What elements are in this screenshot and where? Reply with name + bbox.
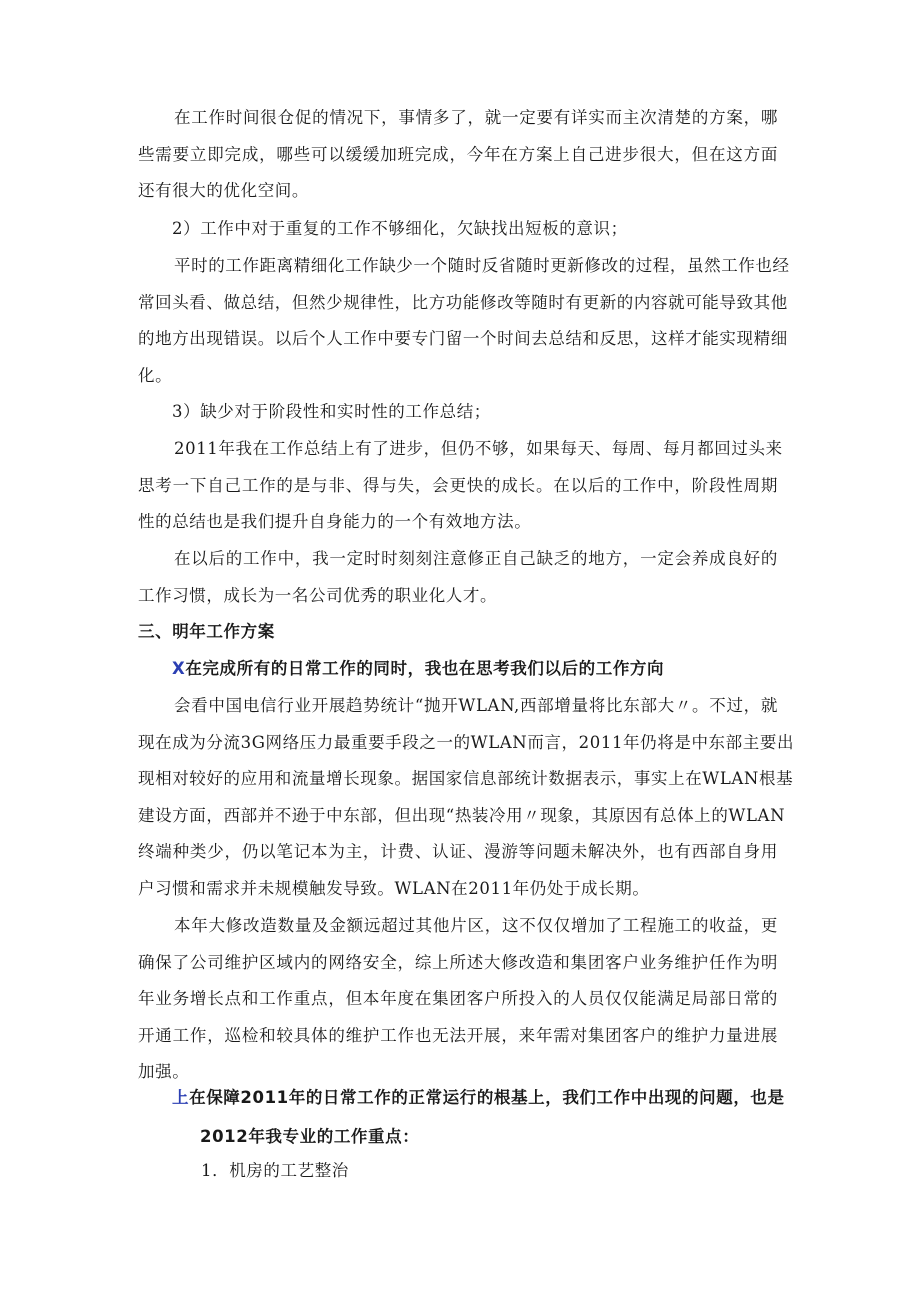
paragraph-line: 会看中国电信行业开展趋势统计“抛开WLAN,西部增量将比东部大〃。不过，就 [174, 696, 778, 715]
paragraph-line: 化。 [138, 365, 173, 385]
section-title: 三、明年工作方案 [138, 622, 275, 641]
paragraph-line: 2011年我在工作总结上有了进步，但仍不够，如果每天、每周、每月都回过头来 [174, 439, 783, 458]
paragraph-line: 常回头看、做总结，但然少规律性，比方功能修改等随时有更新的内容就可能导致其他 [138, 292, 788, 312]
list-item-text: 1．机房的工艺整治 [201, 1161, 349, 1180]
subheading-text: 在完成所有的日常工作的同时，我也在思考我们以后的工作方向 [185, 659, 665, 678]
list-item-2 [172, 211, 628, 248]
subheading-2012-focus [172, 1080, 785, 1155]
paragraph-line: 户习惯和需求并未规模触发导致。WLAN在2011年仍处于成长期。 [138, 878, 650, 898]
paragraph-line: 工作习惯，成长为一名公司优秀的职业化人才。 [138, 585, 498, 605]
marker-glyph: 上 [172, 1088, 190, 1107]
list-item-text: 2）工作中对于重复的工作不够细化，欠缺找出短板的意识； [172, 219, 628, 238]
paragraph-future-habits [138, 541, 778, 614]
section-heading [138, 614, 275, 651]
paragraph-line: 思考一下自己工作的是与非、得与失，会更快的成长。在以后的工作中，阶段性周期 [138, 475, 778, 495]
paragraph-line: 的地方出现错误。以后个人工作中要专门留一个时间去总结和反思，这样才能实现精细 [138, 329, 788, 349]
subheading-text: 2012年我专业的工作重点： [200, 1126, 420, 1146]
paragraph-line: 本年大修改造数量及金额远超过其他片区，这不仅仅增加了工程施工的收益，更 [174, 916, 778, 935]
paragraph-line: 些需要立即完成，哪些可以缓缓加班完成，今年在方案上自己进步很大，但在这方面 [138, 144, 778, 164]
paragraph-wlan-trend [138, 688, 795, 908]
paragraph-line: 现相对较好的应用和流量增长现象。据国家信息部统计数据表示，事实上在WLAN根基 [138, 769, 794, 789]
paragraph-summary-2011 [138, 431, 783, 541]
paragraph-line: 确保了公司维护区域内的网络安全，综上所述大修改造和集团客户业务维护任作为明 [138, 952, 778, 972]
list-item-text: 3）缺少对于阶段性和实时性的工作总结； [172, 402, 491, 421]
paragraph-line: 现在成为分流3G网络压力最重要手段之一的WLAN而言，2011年仍将是中东部主要出 [138, 732, 795, 752]
list-item-1 [201, 1153, 349, 1190]
subheading-work-direction [172, 651, 664, 688]
paragraph-line: 终端种类少，仍以笔记本为主，计费、认证、漫游等问题未解决外，也有西部自身用 [138, 842, 778, 862]
paragraph-line: 在以后的工作中，我一定时时刻刻注意修正自己缺乏的地方，一定会养成良好的 [174, 549, 778, 568]
paragraph-line: 在工作时间很仓促的情况下，事情多了，就一定要有详实而主次清楚的方案，哪 [174, 108, 778, 127]
marker-glyph: X [172, 659, 186, 678]
paragraph-line: 加强。 [138, 1062, 190, 1082]
paragraph-line: 建设方面，西部并不逊于中东部，但出现“热装冷用〃现象，其原因有总体上的WLAN [138, 805, 786, 825]
paragraph-line: 年业务增长点和工作重点，但本年度在集团客户所投入的人员仅仅能满足局部日常的 [138, 989, 778, 1009]
list-item-3 [172, 394, 491, 431]
paragraph-workload-plan [138, 100, 778, 210]
paragraph-line: 性的总结也是我们提升自身能力的一个有效地方法。 [138, 512, 532, 532]
subheading-text: 在保障2011年的日常工作的正常运行的根基上，我们工作中出现的问题，也是 [189, 1088, 785, 1107]
paragraph-overhaul-projects [138, 908, 778, 1091]
paragraph-line: 平时的工作距离精细化工作缺少一个随时反省随时更新修改的过程，虽然工作也经 [174, 256, 790, 275]
paragraph-line: 还有很大的优化空间。 [138, 181, 309, 201]
paragraph-refinement [138, 248, 790, 394]
paragraph-line: 开通工作，巡检和较具体的维护工作也无法开展，来年需对集团客户的维护力量进展 [138, 1025, 778, 1045]
